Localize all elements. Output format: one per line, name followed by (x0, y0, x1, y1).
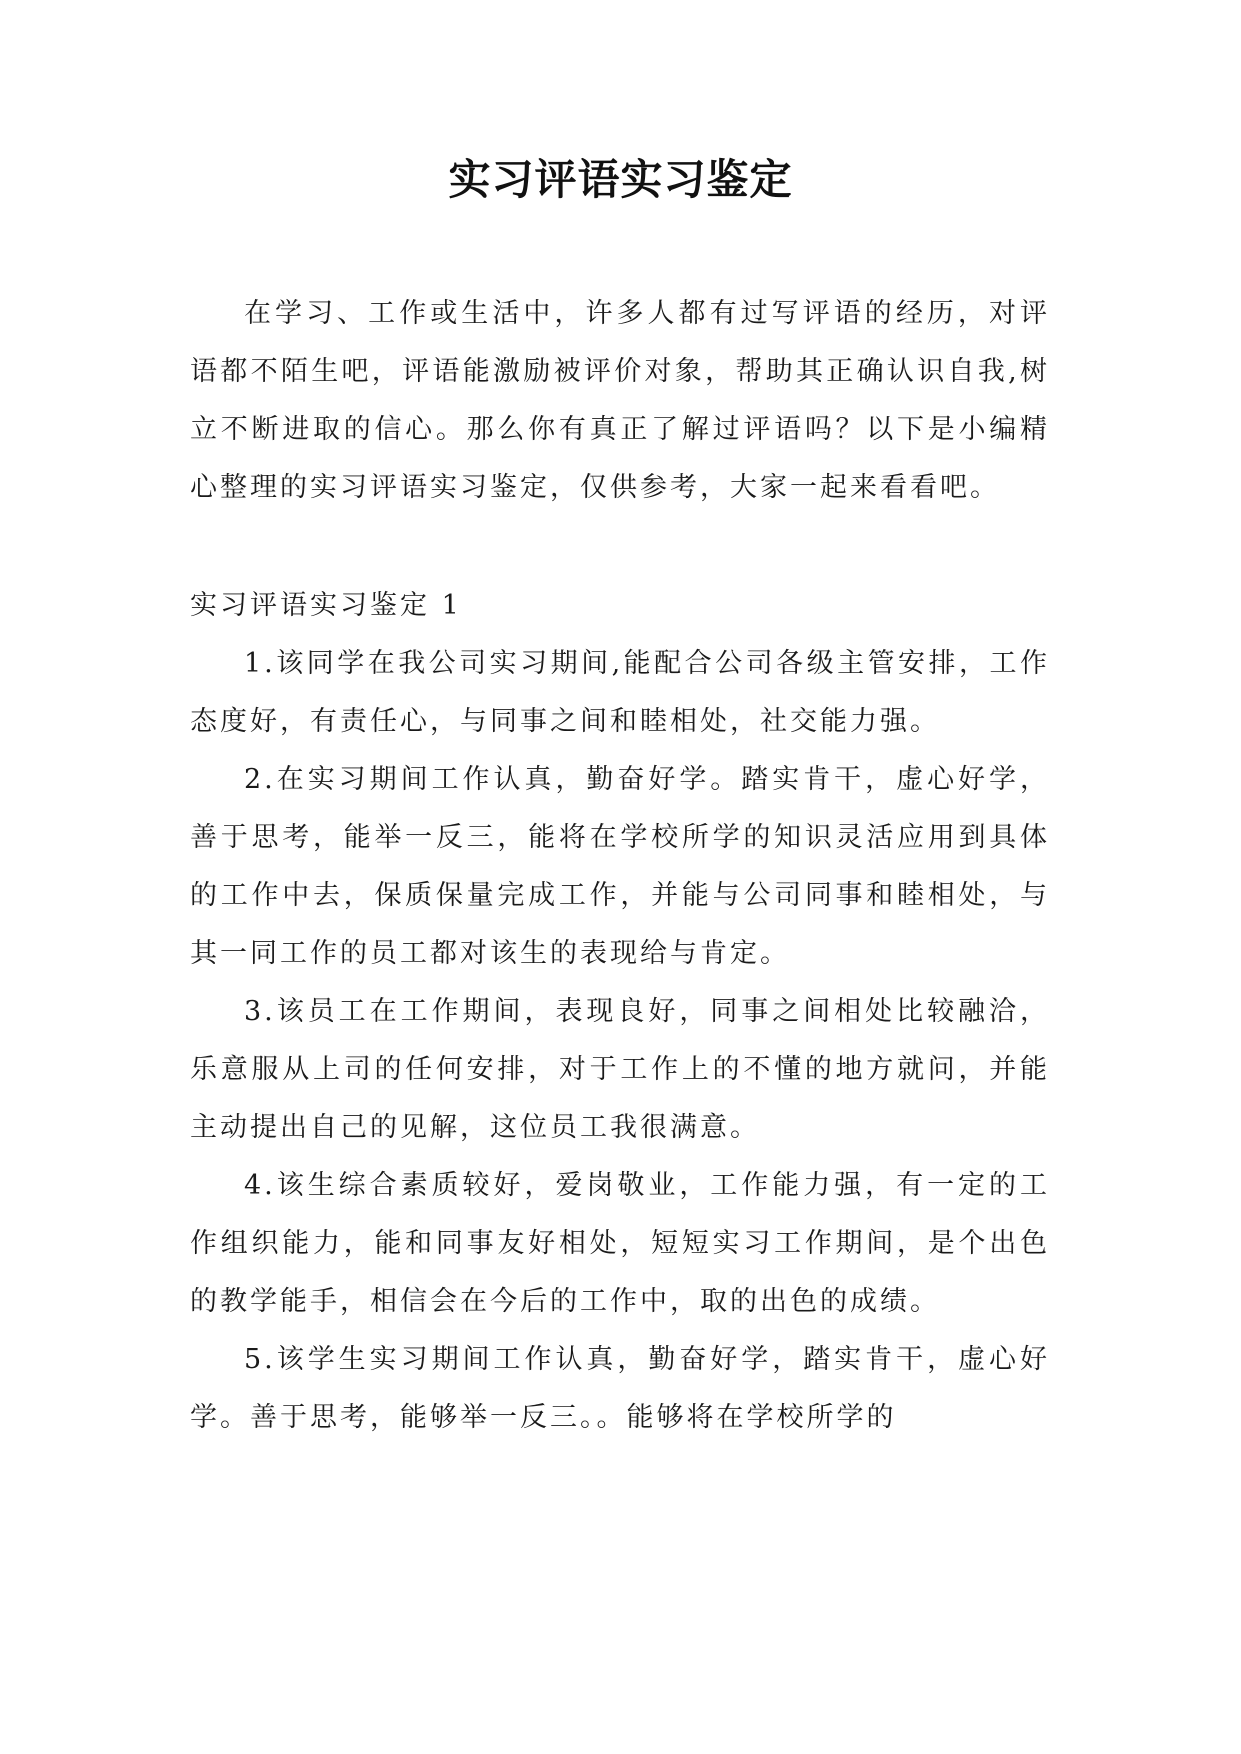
document-title: 实习评语实习鉴定 (448, 155, 793, 204)
list-item-2: 2.在实习期间工作认真，勤奋好学。踏实肯干，虚心好学，善于思考，能举一反三，能将在学校所学的知识灵活应用到具体的工作中去，保质保量完成工作，并能与公司同事和睦相处，与其一同工作的员工都对该生的表现给与肯定。 (190, 764, 1050, 969)
document-body (190, 285, 1050, 1447)
list-item-1: 1.该同学在我公司实习期间,能配合公司各级主管安排，工作态度好，有责任心，与同事之间和睦相处，社交能力强。 (190, 648, 1050, 737)
list-item-4: 4.该生综合素质较好，爱岗敬业，工作能力强，有一定的工作组织能力，能和同事友好相处，短短实习工作期间，是个出色的教学能手，相信会在今后的工作中，取的出色的成绩。 (190, 1170, 1050, 1317)
section-heading: 实习评语实习鉴定 1 (190, 590, 462, 621)
list-item-5: 5.该学生实习期间工作认真，勤奋好学，踏实肯干，虚心好学。善于思考，能够举一反三。。能够将在学校所学的 (190, 1344, 1050, 1433)
intro-paragraph: 在学习、工作或生活中，许多人都有过写评语的经历，对评语都不陌生吧，评语能激励被评价对象，帮助其正确认识自我,树立不断进取的信心。那么你有真正了解过评语吗？以下是小编精心整理的实习评语实习鉴定，仅供参考，大家一起来看看吧。 (190, 298, 1050, 503)
list-item-3: 3.该员工在工作期间，表现良好，同事之间相处比较融洽，乐意服从上司的任何安排，对于工作上的不懂的地方就问，并能主动提出自己的见解，这位员工我很满意。 (190, 996, 1050, 1143)
